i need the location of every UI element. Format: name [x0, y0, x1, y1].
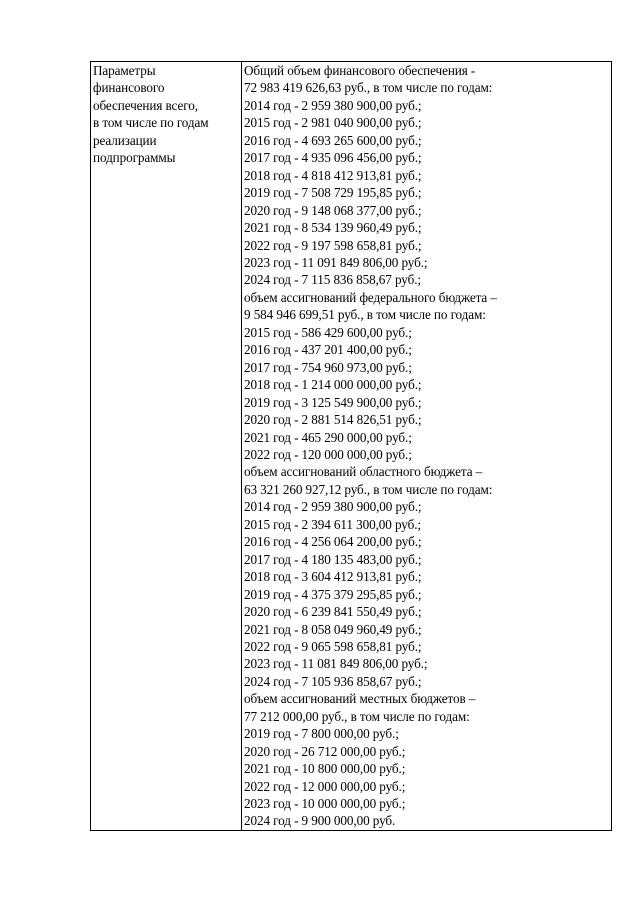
local-budget-amount: 77 212 000,00 руб., в том числе по годам: [244, 708, 470, 724]
year-line: 2018 год - 4 818 412 913,81 руб.; [244, 167, 422, 183]
year-line: 2024 год - 7 105 936 858,67 руб.; [244, 673, 422, 689]
year-line: 2014 год - 2 959 380 900,00 руб.; [244, 97, 422, 113]
local-budget-heading: объем ассигнований местных бюджетов – [244, 691, 476, 707]
parameter-name-line: обеспечения всего, [93, 97, 198, 113]
parameter-name-line: Параметры [93, 63, 156, 78]
year-line: 2016 год - 437 201 400,00 руб.; [244, 342, 412, 358]
year-line: 2015 год - 586 429 600,00 руб.; [244, 324, 412, 340]
year-line: 2022 год - 9 065 598 658,81 руб.; [244, 638, 422, 654]
table-row [91, 62, 612, 831]
year-line: 2020 год - 26 712 000,00 руб.; [244, 743, 406, 759]
year-line: 2017 год - 4 180 135 483,00 руб.; [244, 551, 422, 567]
year-line: 2021 год - 465 290 000,00 руб.; [244, 429, 412, 445]
year-line: 2019 год - 4 375 379 295,85 руб.; [244, 586, 422, 602]
year-line: 2019 год - 3 125 549 900,00 руб.; [244, 394, 422, 410]
year-line: 2019 год - 7 508 729 195,85 руб.; [244, 185, 422, 201]
financing-parameters-table [90, 61, 612, 831]
year-line: 2023 год - 10 000 000,00 руб.; [244, 796, 406, 812]
year-line: 2024 год - 9 900 000,00 руб. [244, 813, 396, 829]
year-line: 2020 год - 6 239 841 550,49 руб.; [244, 604, 422, 620]
year-line: 2021 год - 8 534 139 960,49 руб.; [244, 220, 422, 236]
federal-budget-amount: 9 584 946 699,51 руб., в том числе по годам: [244, 307, 486, 323]
regional-budget-heading: объем ассигнований областного бюджета – [244, 464, 483, 480]
year-line: 2019 год - 7 800 000,00 руб.; [244, 726, 399, 742]
parameter-name-line: в том числе по годам [93, 115, 209, 131]
parameter-name-cell [91, 62, 242, 831]
year-line: 2020 год - 9 148 068 377,00 руб.; [244, 202, 422, 218]
year-line: 2016 год - 4 256 064 200,00 руб.; [244, 534, 422, 550]
parameter-name-line: реализации [93, 132, 157, 148]
parameter-name-line: подпрограммы [93, 150, 176, 166]
total-financing-heading: Общий объем финансового обеспечения - [244, 63, 476, 78]
year-line: 2021 год - 10 800 000,00 руб.; [244, 761, 406, 777]
parameter-name-line: финансового [93, 80, 165, 96]
year-line: 2017 год - 4 935 096 456,00 руб.; [244, 150, 422, 166]
year-line: 2022 год - 120 000 000,00 руб.; [244, 446, 412, 462]
year-line: 2024 год - 7 115 836 858,67 руб.; [244, 272, 421, 288]
year-line: 2015 год - 2 981 040 900,00 руб.; [244, 115, 422, 131]
year-line: 2021 год - 8 058 049 960,49 руб.; [244, 621, 422, 637]
year-line: 2023 год - 11 081 849 806,00 руб.; [244, 656, 428, 672]
year-line: 2018 год - 1 214 000 000,00 руб.; [244, 377, 422, 393]
year-line: 2015 год - 2 394 611 300,00 руб.; [244, 516, 421, 532]
regional-budget-amount: 63 321 260 927,12 руб., в том числе по годам: [244, 481, 493, 497]
year-line: 2017 год - 754 960 973,00 руб.; [244, 359, 412, 375]
year-line: 2018 год - 3 604 412 913,81 руб.; [244, 569, 422, 585]
year-line: 2022 год - 12 000 000,00 руб.; [244, 778, 406, 794]
total-financing-amount: 72 983 419 626,63 руб., в том числе по годам: [244, 80, 493, 96]
year-line: 2016 год - 4 693 265 600,00 руб.; [244, 132, 422, 148]
year-line: 2022 год - 9 197 598 658,81 руб.; [244, 237, 422, 253]
year-line: 2023 год - 11 091 849 806,00 руб.; [244, 254, 428, 270]
federal-budget-heading: объем ассигнований федерального бюджета – [244, 289, 497, 305]
parameter-value-cell [242, 62, 612, 831]
year-line: 2020 год - 2 881 514 826,51 руб.; [244, 412, 422, 428]
year-line: 2014 год - 2 959 380 900,00 руб.; [244, 499, 422, 515]
